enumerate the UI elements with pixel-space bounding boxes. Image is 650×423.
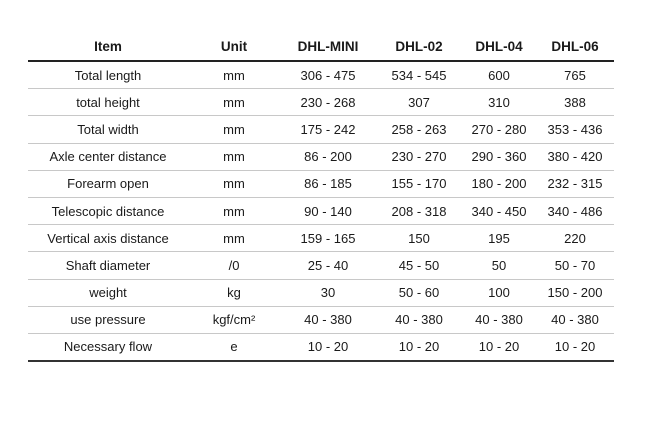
cell-dhl-mini: 10 - 20 — [280, 333, 376, 361]
table-row — [28, 61, 614, 89]
cell-item: Axle center distance — [28, 143, 188, 170]
header-unit: Unit — [188, 33, 280, 61]
cell-item: total height — [28, 89, 188, 116]
cell-dhl-06: 765 — [536, 61, 614, 89]
cell-dhl-06: 353 - 436 — [536, 116, 614, 143]
cell-unit: /0 — [188, 252, 280, 279]
cell-dhl-04: 310 — [462, 89, 536, 116]
header-dhl-04: DHL-04 — [462, 33, 536, 61]
spec-table — [28, 33, 614, 362]
cell-unit: kgf/cm² — [188, 306, 280, 333]
table-row — [28, 279, 614, 306]
cell-dhl-mini: 40 - 380 — [280, 306, 376, 333]
header-dhl-06: DHL-06 — [536, 33, 614, 61]
cell-dhl-02: 208 - 318 — [376, 197, 462, 224]
cell-dhl-06: 50 - 70 — [536, 252, 614, 279]
cell-dhl-06: 10 - 20 — [536, 333, 614, 361]
header-dhl-02: DHL-02 — [376, 33, 462, 61]
table-row — [28, 143, 614, 170]
cell-unit: e — [188, 333, 280, 361]
cell-unit: kg — [188, 279, 280, 306]
cell-dhl-02: 534 - 545 — [376, 61, 462, 89]
cell-dhl-06: 340 - 486 — [536, 197, 614, 224]
cell-dhl-06: 40 - 380 — [536, 306, 614, 333]
cell-dhl-02: 40 - 380 — [376, 306, 462, 333]
table-header-row — [28, 33, 614, 61]
cell-unit: mm — [188, 89, 280, 116]
cell-dhl-04: 50 — [462, 252, 536, 279]
cell-item: Shaft diameter — [28, 252, 188, 279]
table-row — [28, 170, 614, 197]
cell-dhl-04: 100 — [462, 279, 536, 306]
cell-unit: mm — [188, 225, 280, 252]
cell-dhl-02: 50 - 60 — [376, 279, 462, 306]
cell-dhl-04: 270 - 280 — [462, 116, 536, 143]
cell-dhl-04: 600 — [462, 61, 536, 89]
cell-dhl-02: 155 - 170 — [376, 170, 462, 197]
cell-item: Forearm open — [28, 170, 188, 197]
cell-dhl-mini: 86 - 200 — [280, 143, 376, 170]
cell-dhl-04: 10 - 20 — [462, 333, 536, 361]
cell-unit: mm — [188, 197, 280, 224]
table-row — [28, 306, 614, 333]
cell-item: Total length — [28, 61, 188, 89]
cell-unit: mm — [188, 116, 280, 143]
cell-unit: mm — [188, 170, 280, 197]
cell-dhl-04: 195 — [462, 225, 536, 252]
cell-dhl-06: 220 — [536, 225, 614, 252]
cell-dhl-mini: 90 - 140 — [280, 197, 376, 224]
cell-dhl-04: 180 - 200 — [462, 170, 536, 197]
cell-item: Total width — [28, 116, 188, 143]
cell-item: use pressure — [28, 306, 188, 333]
cell-dhl-02: 45 - 50 — [376, 252, 462, 279]
cell-dhl-mini: 30 — [280, 279, 376, 306]
cell-unit: mm — [188, 143, 280, 170]
cell-dhl-02: 258 - 263 — [376, 116, 462, 143]
table-row — [28, 252, 614, 279]
cell-dhl-mini: 175 - 242 — [280, 116, 376, 143]
cell-item: Vertical axis distance — [28, 225, 188, 252]
cell-item: Necessary flow — [28, 333, 188, 361]
cell-dhl-mini: 86 - 185 — [280, 170, 376, 197]
table-body — [28, 61, 614, 361]
cell-item: Telescopic distance — [28, 197, 188, 224]
cell-dhl-02: 307 — [376, 89, 462, 116]
cell-dhl-06: 232 - 315 — [536, 170, 614, 197]
cell-dhl-mini: 306 - 475 — [280, 61, 376, 89]
table-row — [28, 333, 614, 361]
table-row — [28, 225, 614, 252]
cell-dhl-04: 40 - 380 — [462, 306, 536, 333]
header-dhl-mini: DHL-MINI — [280, 33, 376, 61]
cell-dhl-04: 290 - 360 — [462, 143, 536, 170]
table-row — [28, 116, 614, 143]
cell-dhl-02: 10 - 20 — [376, 333, 462, 361]
cell-dhl-06: 388 — [536, 89, 614, 116]
cell-dhl-04: 340 - 450 — [462, 197, 536, 224]
cell-unit: mm — [188, 61, 280, 89]
cell-item: weight — [28, 279, 188, 306]
cell-dhl-06: 380 - 420 — [536, 143, 614, 170]
cell-dhl-06: 150 - 200 — [536, 279, 614, 306]
cell-dhl-02: 150 — [376, 225, 462, 252]
table-row — [28, 89, 614, 116]
cell-dhl-mini: 25 - 40 — [280, 252, 376, 279]
cell-dhl-mini: 159 - 165 — [280, 225, 376, 252]
cell-dhl-mini: 230 - 268 — [280, 89, 376, 116]
table-row — [28, 197, 614, 224]
cell-dhl-02: 230 - 270 — [376, 143, 462, 170]
header-item: Item — [28, 33, 188, 61]
